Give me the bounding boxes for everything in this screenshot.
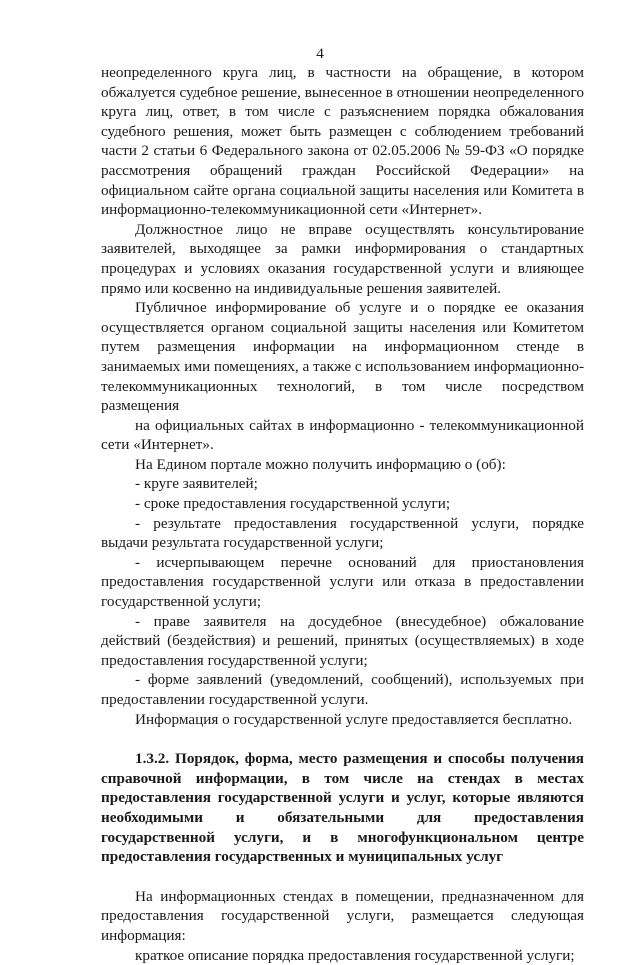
document-body (101, 63, 584, 965)
paragraph-consultation-limits: Должностное лицо не вправе осуществлять консультирование заявителей, выходящее за рамки информирования о стандартных процедурах и условиях оказания государственной услуги и влияющее прямо или косвенно на индивидуальные решения заявителей. (101, 220, 584, 297)
list-item: - круге заявителей; (135, 475, 258, 493)
paragraph-stand-info: На информационных стендах в помещении, предназначенном для предоставления государственной услуги, размещается следующая информация: (101, 887, 584, 944)
paragraph-public-informing: Публичное информирование об услуге и о порядке ее оказания осуществляется органом социальной защиты населения или Комитетом путем размещения информации на информационном стенде в занимаемых ими помещениях, а также с использованием информационно-телекоммуникационных технологий, в том числе посредством размещения (101, 299, 584, 415)
paragraph-official-sites: на официальных сайтах в информационно - телекоммуникационной сети «Интернет». (101, 416, 584, 454)
list-item: - результате предоставления государственной услуги, порядке выдачи результата государственной услуги; (101, 514, 584, 552)
section-heading: 1.3.2. Порядок, форма, место размещения и способы получения справочной информации, в том числе на стендах в местах предоставления государственной услуги и услуг, которые являются необходимыми и обязательными для предоставления государственной услуги, и в многофункциональном центре предоставления государственных и муниципальных услуг (101, 750, 584, 866)
list-item: - форме заявлений (уведомлений, сообщений), используемых при предоставлении государственной услуги. (101, 671, 584, 708)
list-item: - праве заявителя на досудебное (внесудебное) обжалование действий (бездействия) и решений, принятых (осуществляемых) в ходе предоставления государственной услуги; (101, 612, 584, 669)
paragraph-unified-portal: На Едином портале можно получить информацию о (об): (135, 455, 506, 473)
paragraph-appeal-answer: неопределенного круга лиц, в частности на обращение, в котором обжалуется судебное решение, вынесенное в отношении неопределенного круга лиц, ответ, в том числе с разъяснением порядка обжалования судебного решения, может быть размещен с соблюдением требований части 2 статьи 6 Федерального закона от 02.05.2006 № 59-ФЗ «О порядке рассмотрения обращений граждан Российской Федерации» на официальном сайте органа социальной защиты населения или Комитета в информационно-телекоммуникационной сети «Интернет». (101, 64, 584, 219)
paragraph-free-service: Информация о государственной услуге предоставляется бесплатно. (135, 710, 573, 728)
list-item: - исчерпывающем перечне оснований для приостановления предоставления государственной услуги или отказа в предоставлении государственной услуги; (101, 553, 584, 611)
list-item: - сроке предоставления государственной услуги; (135, 495, 451, 513)
list-item: краткое описание порядка предоставления государственной услуги; (135, 946, 575, 964)
page-number: 4 (316, 45, 324, 62)
